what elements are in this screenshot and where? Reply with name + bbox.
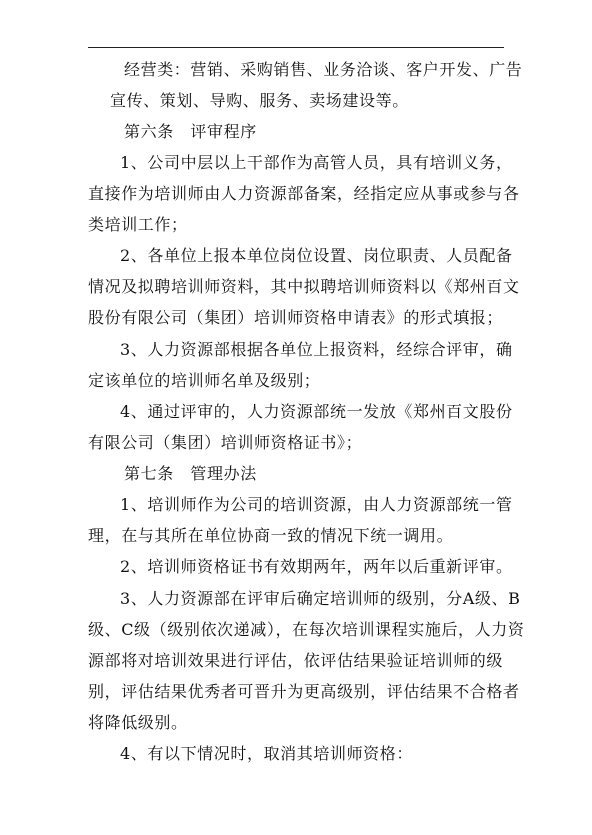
header-rule xyxy=(88,47,504,48)
text-line: 源部将对培训效果进行评估，依评估结果验证培训师的级 xyxy=(88,651,504,670)
section-heading-7: 第七条 管理办法 xyxy=(124,464,257,483)
text-line: 2、各单位上报本单位岗位设置、岗位职责、人员配备 xyxy=(120,246,513,265)
text-line: 情况及拟聘培训师资料，其中拟聘培训师资料以《郑州百文 xyxy=(88,277,520,296)
text-line: 宣传、策划、导购、服务、卖场建设等。 xyxy=(110,91,409,110)
text-line: 2、培训师资格证书有效期两年，两年以后重新评审。 xyxy=(120,557,513,576)
text-line: 别，评估结果优秀者可晋升为更高级别，评估结果不合格者 xyxy=(88,682,520,701)
text-line: 将降低级别。 xyxy=(88,713,188,732)
text-line: 3、人力资源部在评审后确定培训师的级别，分A级、B xyxy=(120,589,521,608)
text-line: 1、公司中层以上干部作为高管人员，具有培训义务， xyxy=(120,153,513,172)
text-line: 有限公司（集团）培训师资格证书》； xyxy=(88,433,363,452)
section-heading-6: 第六条 评审程序 xyxy=(124,122,257,141)
text-line: 理，在与其所在单位协商一致的情况下统一调用。 xyxy=(88,526,454,545)
text-line: 股份有限公司（集团）培训师资格申请表》的形式填报； xyxy=(88,308,504,327)
text-line: 定该单位的培训师名单及级别； xyxy=(88,371,321,390)
text-line: 经营类：营销、采购销售、业务洽谈、客户开发、广告 xyxy=(124,60,523,79)
text-line: 1、培训师作为公司的培训资源，由人力资源部统一管 xyxy=(120,495,513,514)
text-line: 级、C级（级别依次递减），在每次培训课程实施后，人力资 xyxy=(88,620,525,639)
text-line: 4、通过评审的，人力资源部统一发放《郑州百文股份 xyxy=(120,402,513,421)
text-line: 类培训工作； xyxy=(88,215,188,234)
text-line: 4、有以下情况时，取消其培训师资格： xyxy=(120,744,413,763)
text-line: 直接作为培训师由人力资源部备案，经指定应从事或参与各 xyxy=(88,184,520,203)
text-line: 3、人力资源部根据各单位上报资料，经综合评审，确 xyxy=(120,340,513,359)
